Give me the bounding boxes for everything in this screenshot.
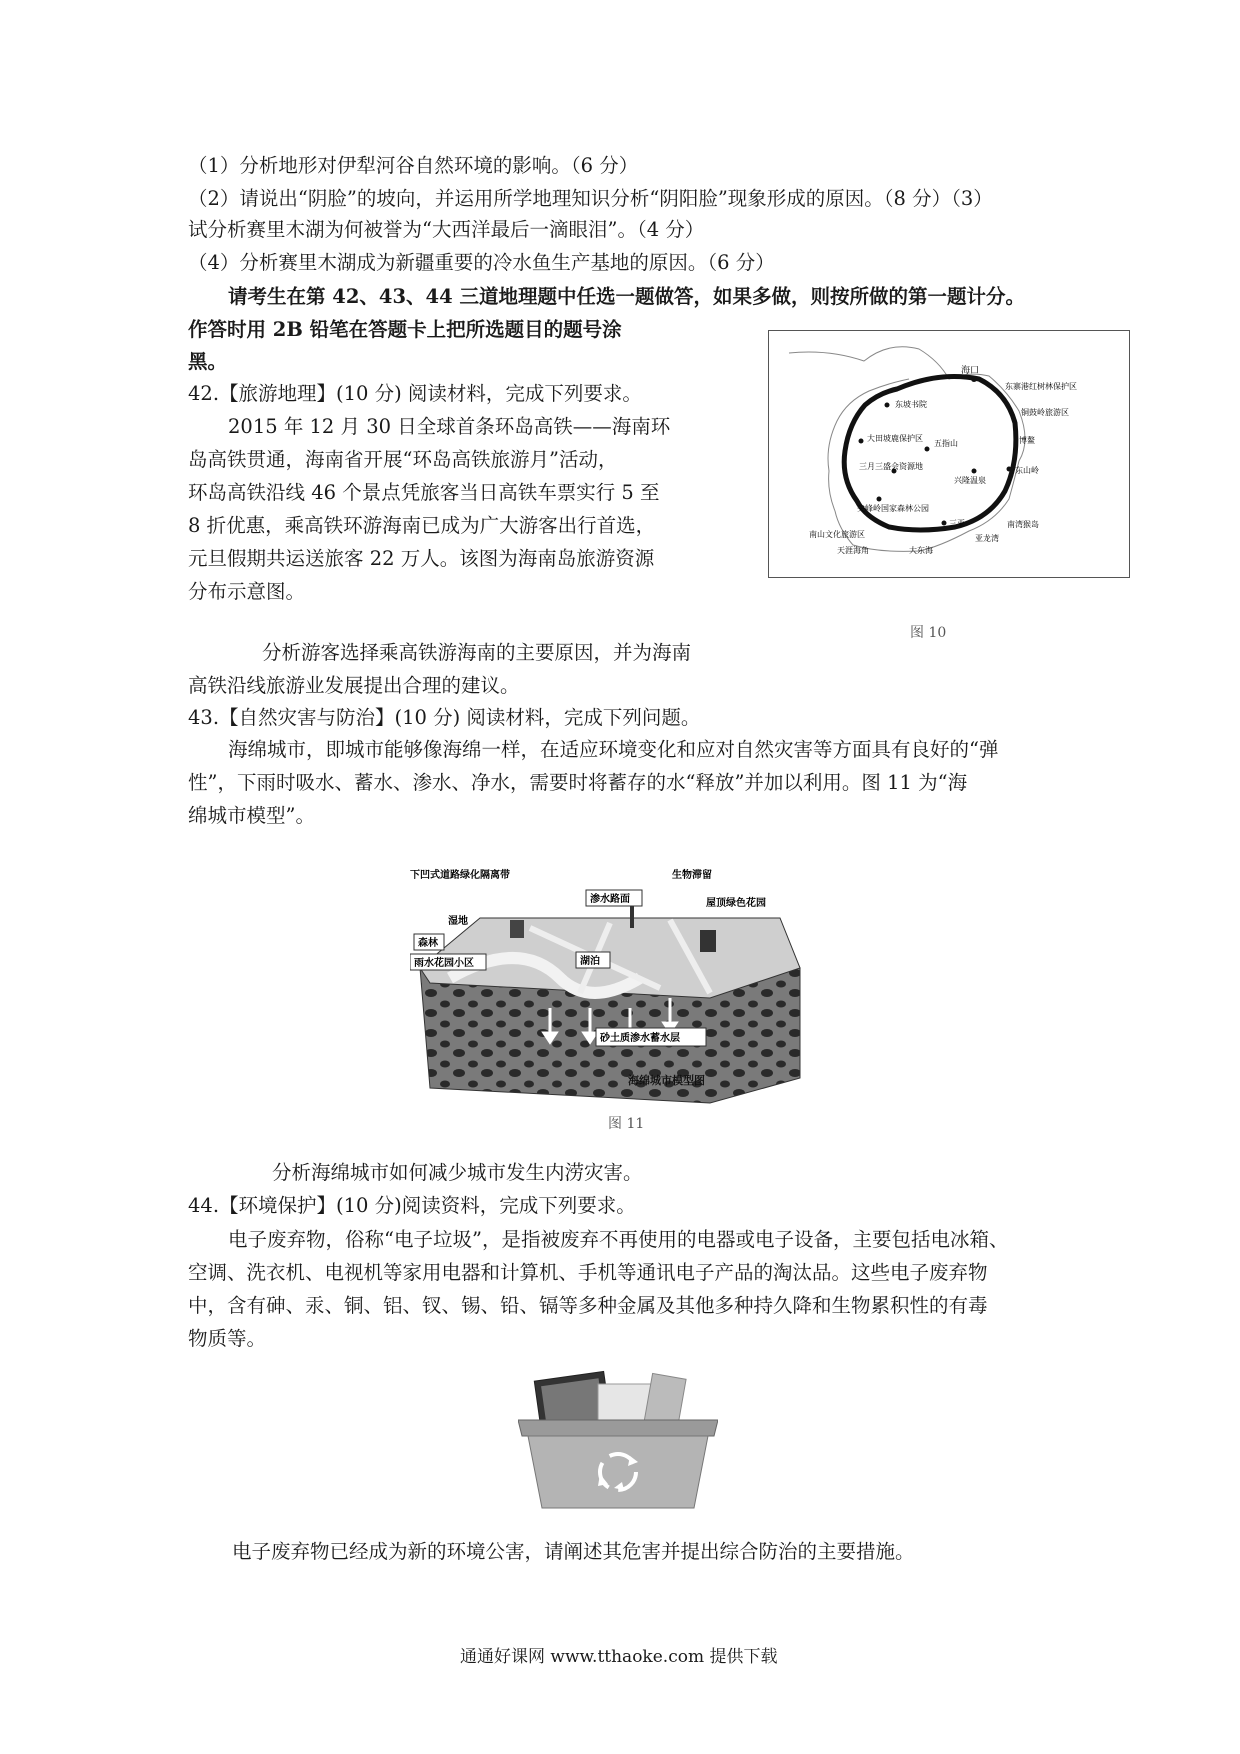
q44-p4: 物质等。: [188, 1327, 267, 1350]
q43-heading: 43.【自然灾害与防治】(10 分) 阅读材料，完成下列问题。: [188, 706, 701, 729]
label-shengwu: 生物滞留: [672, 870, 712, 881]
q42-p6: 分布示意图。: [188, 580, 306, 603]
label-sanya: 三亚: [949, 519, 965, 528]
q44-task: 电子废弃物已经成为新的环境公害，请阐述其危害并提出综合防治的主要措施。: [232, 1540, 915, 1563]
label-boao: 博鳌: [1019, 436, 1035, 445]
hainan-coastline: [789, 347, 1025, 552]
q43-p1: 海绵城市，即城市能够像海绵一样，在适应环境变化和应对自然灾害等方面具有良好的“弹: [228, 738, 999, 761]
label-shidi: 湿地: [448, 916, 468, 927]
q41-line4: （4）分析赛里木湖成为新疆重要的冷水鱼生产基地的原因。（6 分）: [188, 251, 775, 274]
instruction-line2: 作答时用 2B 铅笔在答题卡上把所选题目的题号涂: [188, 318, 622, 341]
q44-heading: 44.【环境保护】(10 分)阅读资料，完成下列要求。: [188, 1194, 636, 1217]
q42-p3: 环岛高铁沿线 46 个景点凭旅客当日高铁车票实行 5 至: [188, 481, 660, 504]
q43-task: 分析海绵城市如何减少城市发生内涝灾害。: [272, 1161, 643, 1184]
q43-p2: 性”，下雨时吸水、蓄水、渗水、净水，需要时将蓄存的水“释放”并加以利用。图 11 为“海: [188, 771, 968, 794]
q42-p5: 元旦假期共运送旅客 22 万人。该图为海南岛旅游资源: [188, 547, 655, 570]
q44-p2: 空调、洗衣机、电视机等家用电器和计算机、手机等通讯电子产品的淘汰品。这些电子废弃物: [188, 1261, 988, 1284]
figure11-caption: 图 11: [608, 1116, 645, 1132]
q42-p4: 8 折优惠，乘高铁环游海南已成为广大游客出行首选，: [188, 514, 656, 537]
dot-sanya: [942, 521, 947, 526]
bin-rim: [518, 1420, 718, 1436]
label-xiaaoshi: 下凹式道路绿化隔离带: [410, 870, 510, 881]
q41-line1: （1）分析地形对伊犁河谷自然环境的影响。（6 分）: [188, 154, 639, 177]
hainan-map-svg: [769, 331, 1129, 577]
label-dongshan: 东山岭: [1015, 466, 1039, 475]
label-dongzhai: 东寨港红树林保护区: [1005, 382, 1077, 391]
q42-task2: 高铁沿线旅游业发展提出合理的建议。: [188, 674, 520, 697]
label-nanwan: 南湾猴岛: [1007, 520, 1039, 529]
page-footer: 通通好课网 www.tthaoke.com 提供下载: [460, 1647, 778, 1667]
building-1: [510, 920, 524, 938]
q41-line2: （2）请说出“阴脸”的坡向，并运用所学地理知识分析“阴阳脸”现象形成的原因。（8 分）（3）: [188, 187, 993, 210]
bin-body: [528, 1436, 708, 1508]
dot-haikou: [971, 376, 977, 382]
q44-p1: 电子废弃物，俗称“电子垃圾”，是指被废弃不再使用的电器或电子设备，主要包括电冰箱、: [228, 1228, 1009, 1251]
label-nanshan: 南山文化旅游区: [809, 530, 865, 539]
label-dadong: 大东海: [909, 546, 933, 555]
label-datian: 大田坡鹿保护区: [867, 434, 923, 443]
label-dongpo: 东坡书院: [895, 400, 927, 409]
label-hupo: 湖泊: [580, 956, 600, 967]
label-senlin: 森林: [418, 938, 438, 949]
ewaste-recycle-bin-image: [518, 1370, 718, 1510]
label-tianya: 天涯海角: [837, 546, 869, 555]
label-yushui: 雨水花园小区: [414, 958, 474, 969]
label-xinglong: 兴隆温泉: [954, 476, 986, 485]
q42-p2: 岛高铁贯通，海南省开展“环岛高铁旅游月”活动，: [188, 448, 618, 471]
label-shatu: 砂土质渗水蓄水层: [600, 1033, 680, 1044]
dot-wuzhi: [925, 447, 930, 452]
hainan-tourism-map: [768, 330, 1130, 578]
recycle-bin-svg: [518, 1370, 718, 1510]
q42-heading: 42.【旅游地理】(10 分) 阅读材料，完成下列要求。: [188, 382, 642, 405]
label-shenshui: 渗水路面: [590, 894, 630, 905]
label-sanyue: 三月三盛会资源地: [859, 462, 923, 471]
label-yalong: 亚龙湾: [975, 534, 999, 543]
instruction-line1: 请考生在第 42、43、44 三道地理题中任选一题做答，如果多做，则按所做的第一题计分。: [228, 285, 1025, 308]
label-tonggu: 铜鼓岭旅游区: [1021, 408, 1069, 417]
sponge-city-svg: [410, 858, 810, 1108]
label-jianfeng: 尖峰岭国家森林公园: [857, 504, 929, 513]
label-haikou: 海口: [961, 366, 980, 376]
building-2: [700, 930, 716, 952]
label-wuding: 屋顶绿色花园: [706, 898, 766, 909]
sponge-city-model: [410, 858, 810, 1108]
instruction-line3: 黑。: [188, 350, 228, 373]
dot-jianfeng: [877, 497, 882, 502]
dot-xinglong: [972, 469, 977, 474]
q42-p1: 2015 年 12 月 30 日全球首条环岛高铁——海南环: [228, 415, 671, 438]
q43-p3: 绵城市模型”。: [188, 804, 315, 827]
label-wuzhi: 五指山: [934, 439, 958, 448]
figure10-caption: 图 10: [910, 625, 947, 641]
figure11-title: 海绵城市模型图: [628, 1074, 705, 1087]
q42-task1: 分析游客选择乘高铁游海南的主要原因，并为海南: [262, 641, 692, 664]
q44-p3: 中，含有砷、汞、铜、铝、钗、锡、铅、镉等多种金属及其他多种持久降和生物累积性的有毒: [188, 1294, 988, 1317]
q41-line3: 试分析赛里木湖为何被誉为“大西洋最后一滴眼泪”。（4 分）: [188, 218, 705, 241]
dot-dongpo: [885, 403, 890, 408]
dot-datian: [859, 439, 864, 444]
dot-dongshan: [1007, 467, 1012, 472]
